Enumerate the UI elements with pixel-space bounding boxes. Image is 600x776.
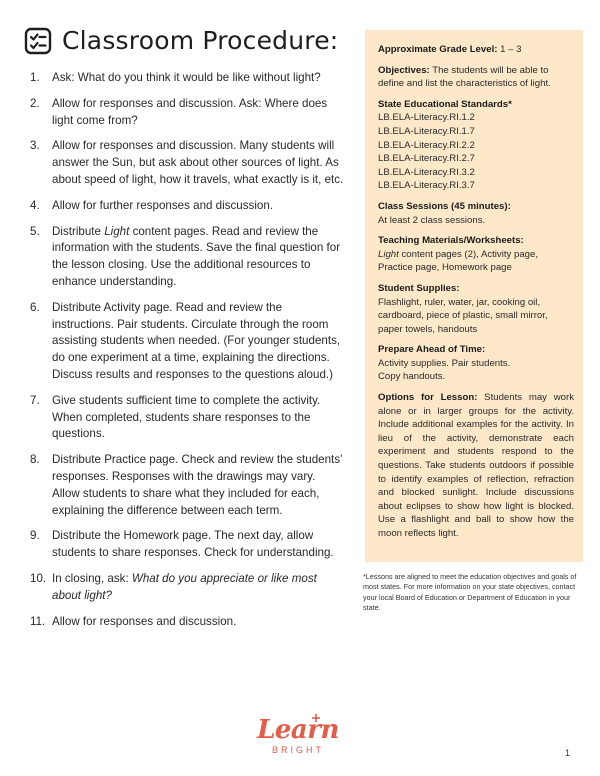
step-number: 2. (30, 96, 40, 110)
list-item (30, 96, 344, 130)
learn-bright-logo (250, 716, 346, 764)
step-text: Distribute Light content pages. Read and review the information with the students. Save the final question for the lesson closing. Use the additional resources to enhance understanding. (52, 224, 341, 288)
step-text: Distribute Activity page. Read and review the instructions. Pair students. Circulate through the room assisting students when needed. (For younger students, do one experiment at a time, explaining the directions. Discuss results and responses to the questions aloud.) (52, 300, 341, 381)
step-number: 9. (30, 529, 40, 543)
teaching-materials: Teaching Materials/Worksheets: Light content pages (2), Activity page, Practice page, Homework page (378, 235, 539, 274)
lesson-info-panel (365, 30, 583, 562)
standard-item: LB.ELA-Literacy.RI.1.7 (378, 125, 475, 137)
step-number: 11. (30, 614, 46, 628)
step-number: 3. (30, 139, 40, 153)
logo-word: Learn (257, 715, 339, 745)
page-number: 1 (565, 748, 571, 758)
step-text: Ask: What do you think it would be like without light? (52, 71, 321, 84)
step-text: In closing, ask: What do you appreciate or like most about light? (52, 571, 317, 602)
lesson-options: Options for Lesson: Students may work alone or in larger groups for the activity. Include additional examples for the activity. In lieu of the activity, demonstrate each experiment and students respond to the questions. Take students outdoors if possible to identify examples of reflection, refraction and blocked sunlight. Include discussions about eclipses to show how light is blocked. Use a flashlight and ball to show how the moon reflects light. (378, 392, 575, 539)
procedure-list (30, 70, 344, 630)
checklist-icon (24, 27, 52, 55)
objectives: Objectives: The students will be able to define and list the characteristics of light. (378, 64, 551, 90)
step-number: 8. (30, 453, 40, 467)
standard-item: LB.ELA-Literacy.RI.2.7 (378, 153, 475, 165)
step-number: 4. (30, 198, 40, 212)
list-item (30, 198, 344, 215)
list-item (30, 614, 344, 631)
list-item (30, 528, 344, 562)
standard-item: LB.ELA-Literacy.RI.3.2 (378, 166, 475, 178)
step-number: 5. (30, 224, 40, 238)
logo-spark-icon (250, 714, 346, 722)
step-number: 10. (30, 571, 47, 585)
step-text: Allow for responses and discussion. Ask: Where does light come from? (52, 96, 328, 127)
standard-item: LB.ELA-Literacy.RI.2.2 (378, 139, 475, 151)
prepare-ahead: Prepare Ahead of Time: Activity supplies. Pair students. Copy handouts. (378, 344, 511, 383)
step-number: 7. (30, 393, 40, 407)
grade-level: Approximate Grade Level: 1 – 3 (378, 44, 522, 55)
step-text: Distribute Practice page. Check and review the students’ responses. Responses with the drawings may vary. Allow students to share what they included for each, explaining the difference between each term. (52, 453, 343, 517)
list-item (30, 452, 344, 519)
logo-subtitle: BRIGHT (271, 745, 324, 755)
step-number: 6. (30, 300, 40, 314)
list-item (30, 300, 344, 384)
page-header (24, 26, 338, 55)
step-text: Give students sufficient time to complete the activity. When completed, students share responses to the questions. (52, 393, 321, 441)
list-item (30, 138, 344, 188)
class-sessions: Class Sessions (45 minutes): At least 2 class sessions. (378, 200, 511, 226)
standards-footnote: *Lessons are aligned to meet the education objectives and goals of most states. For more information on your state objectives, contact your local Board of Education or Department of Education in your state. (363, 572, 577, 613)
page-title: Classroom Procedure: (62, 26, 339, 55)
standard-item: LB.ELA-Literacy.RI.3.7 (378, 180, 475, 192)
list-item (30, 224, 344, 291)
step-text: Distribute the Homework page. The next day, allow students to share responses. Check for understanding. (52, 529, 334, 560)
step-text: Allow for responses and discussion. (52, 614, 237, 628)
standard-item: LB.ELA-Literacy.RI.1.2 (378, 112, 475, 124)
list-item (30, 70, 344, 87)
list-item (30, 571, 344, 605)
list-item (30, 393, 344, 443)
step-number: 1. (30, 71, 40, 84)
step-text: Allow for responses and discussion. Many students will answer the Sun, but ask about other sources of light. As about speed of light, how it travels, what exactly is it, etc. (52, 139, 344, 186)
standards: State Educational Standards* LB.ELA-Literacy.RI.1.2 LB.ELA-Literacy.RI.1.7 LB.ELA-Literacy.RI.2.2 LB.ELA-Literacy.RI.2.7 LB.ELA-Literacy.RI.3.2 LB.ELA-Literacy.RI.3.7 (378, 98, 512, 192)
step-text: Allow for further responses and discussion. (52, 198, 274, 212)
student-supplies: Student Supplies: Flashlight, ruler, water, jar, cooking oil, cardboard, piece of plastic, small mirror, paper towels, handouts (378, 282, 548, 335)
